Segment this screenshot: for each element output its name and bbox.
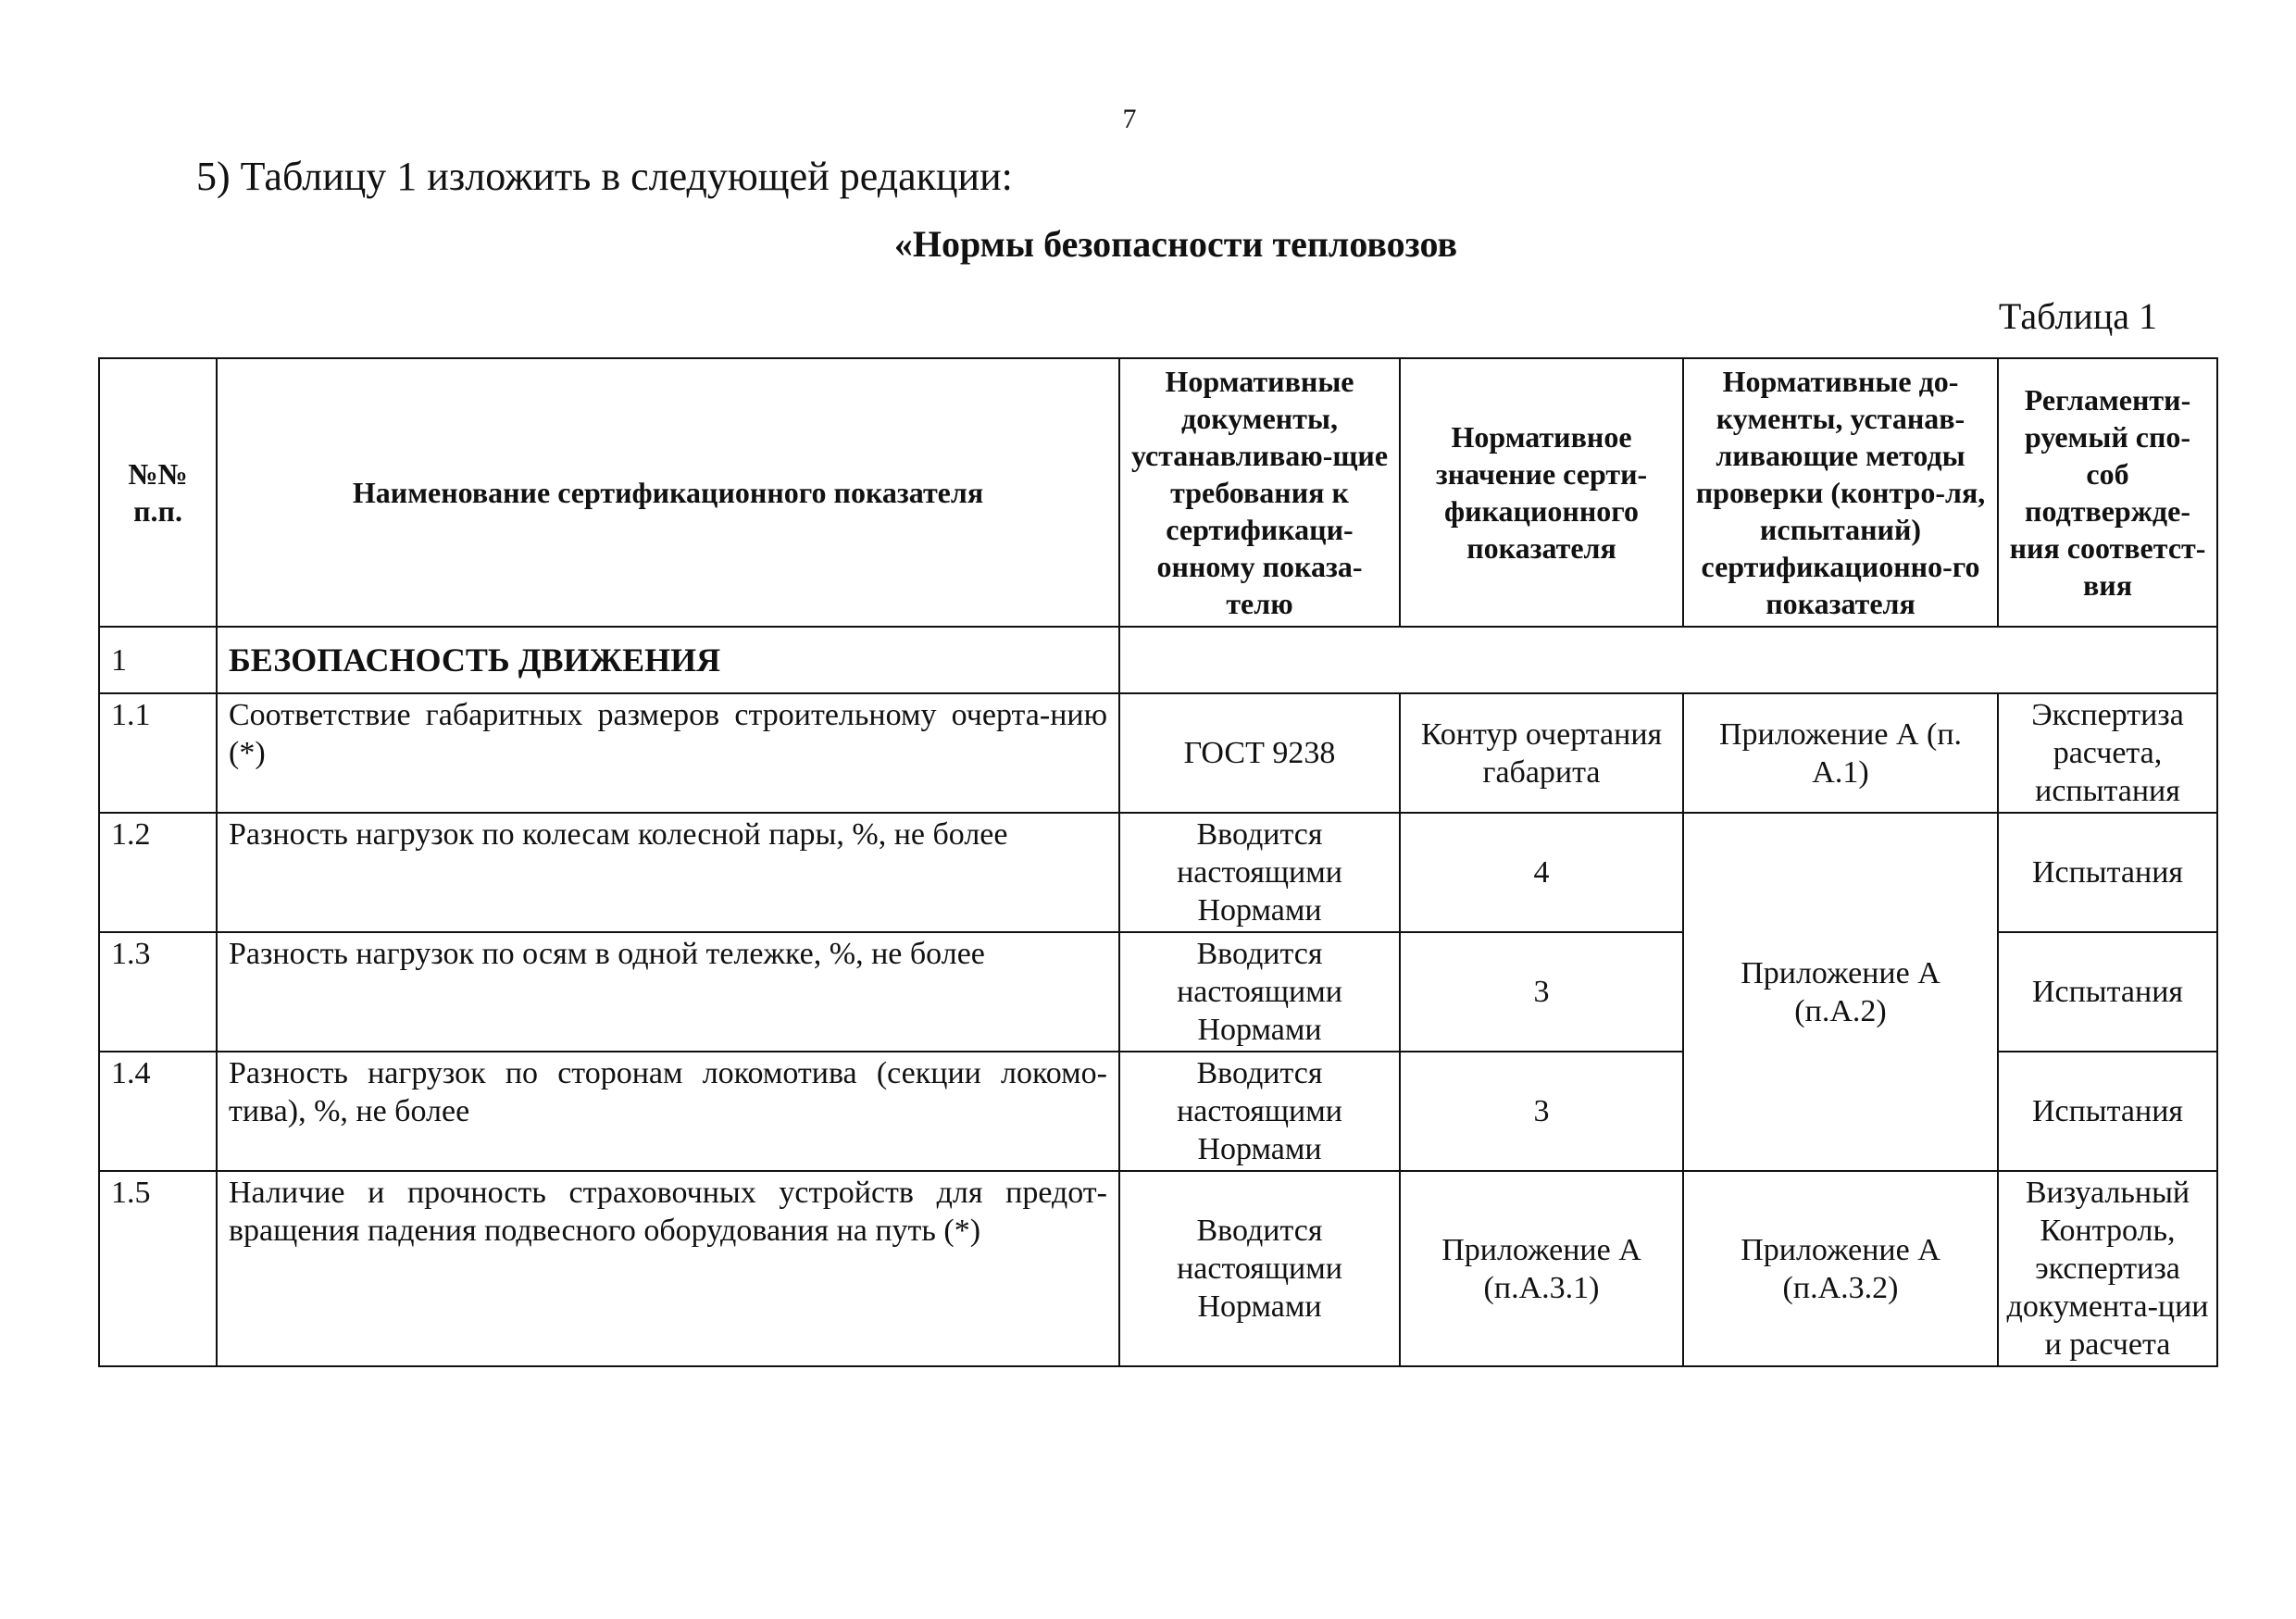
row-num: 1.5 (99, 1171, 217, 1366)
table-header-row (99, 358, 2217, 627)
section-empty-cell (1119, 627, 2217, 693)
header-docs-requirements: Нормативные документы, устанавливаю-щие требования к сертификаци-онному показа-телю (1119, 358, 1400, 627)
table-row (99, 1171, 2217, 1366)
safety-norms-table (98, 357, 2218, 1367)
section-name: БЕЗОПАСНОСТЬ ДВИЖЕНИЯ (217, 627, 1119, 693)
row-name: Разность нагрузок по колесам колесной пары, %, не более (217, 813, 1119, 932)
row-confirmation: Экспертиза расчета, испытания (1998, 693, 2217, 813)
table-caption: Таблица 1 (1998, 295, 2157, 337)
row-docs-requirements: Вводится настоящими Нормами (1119, 932, 1400, 1052)
row-docs-requirements: Вводится настоящими Нормами (1119, 1052, 1400, 1171)
row-docs-methods: Приложение А (п.А.2) (1683, 813, 1998, 1171)
table-row (99, 813, 2217, 932)
section-row (99, 627, 2217, 693)
intro-text: 5) Таблицу 1 изложить в следующей редакции: (196, 154, 1013, 199)
table-row (99, 693, 2217, 813)
row-confirmation: Испытания (1998, 1052, 2217, 1171)
header-norm-value: Нормативное значение серти-фикационного показателя (1400, 358, 1683, 627)
row-name: Разность нагрузок по осям в одной тележке, %, не более (217, 932, 1119, 1052)
header-name: Наименование сертификационного показателя (217, 358, 1119, 627)
row-confirmation: Испытания (1998, 813, 2217, 932)
header-confirmation: Регламенти-руемый спо-соб подтвержде-ния соответст-вия (1998, 358, 2217, 627)
row-num: 1.4 (99, 1052, 217, 1171)
row-name: Соответствие габаритных размеров строительному очерта-нию (*) (217, 693, 1119, 813)
row-norm-value: 3 (1400, 932, 1683, 1052)
row-docs-requirements: Вводится настоящими Нормами (1119, 813, 1400, 932)
header-num: №№ п.п. (99, 358, 217, 627)
row-norm-value: Приложение А (п.А.3.1) (1400, 1171, 1683, 1366)
page-number: 7 (1122, 104, 1137, 134)
row-norm-value: 4 (1400, 813, 1683, 932)
header-docs-methods: Нормативные до-кументы, устанав-ливающие методы проверки (контро-ля, испытаний) сертификационно-го показателя (1683, 358, 1998, 627)
row-confirmation: Визуальный Контроль, экспертиза документа-ции и расчета (1998, 1171, 2217, 1366)
row-docs-methods: Приложение А (п. А.1) (1683, 693, 1998, 813)
row-num: 1.1 (99, 693, 217, 813)
document-title: «Нормы безопасности тепловозов (893, 223, 1458, 265)
row-confirmation: Испытания (1998, 932, 2217, 1052)
row-norm-value: 3 (1400, 1052, 1683, 1171)
row-num: 1.2 (99, 813, 217, 932)
row-name: Разность нагрузок по сторонам локомотива (секции локомо-тива), %, не более (217, 1052, 1119, 1171)
row-num: 1.3 (99, 932, 217, 1052)
row-docs-methods: Приложение А (п.А.3.2) (1683, 1171, 1998, 1366)
row-docs-requirements: ГОСТ 9238 (1119, 693, 1400, 813)
row-norm-value: Контур очертания габарита (1400, 693, 1683, 813)
row-name: Наличие и прочность страховочных устройств для предот-вращения падения подвесного оборудования на путь (*) (217, 1171, 1119, 1366)
row-docs-requirements: Вводится настоящими Нормами (1119, 1171, 1400, 1366)
section-num: 1 (99, 627, 217, 693)
